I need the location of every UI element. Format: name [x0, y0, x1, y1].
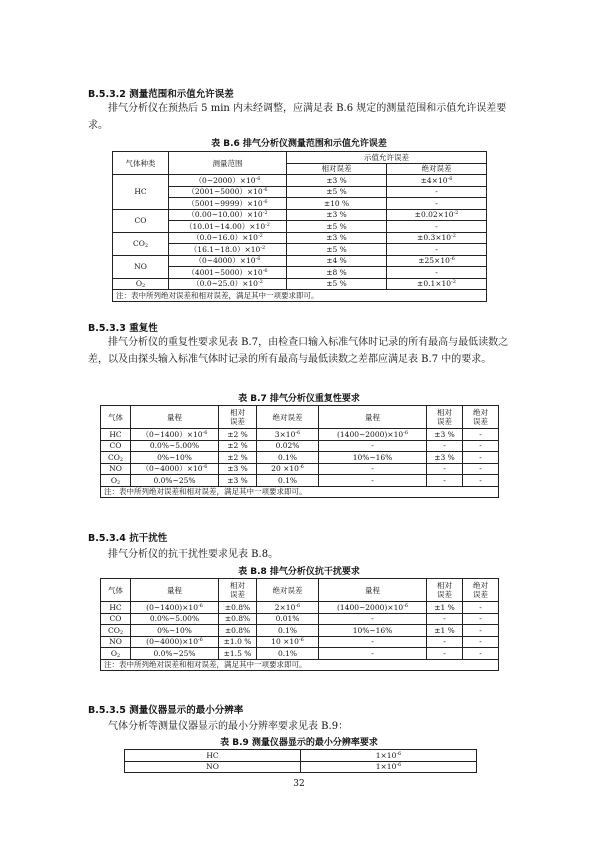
table-row [113, 232, 487, 244]
table-row [113, 255, 487, 267]
absolute-error-cell: 0.1% [257, 648, 319, 660]
table-row [101, 452, 499, 464]
table-caption-b9: 表 B.9 测量仪器显示的最小分辨率要求 [220, 738, 378, 748]
relative-error-cell-2: - [427, 648, 463, 660]
gas-cell: $O_2$ [101, 648, 131, 660]
relative-error-cell-2: - [427, 636, 463, 648]
range-cell-2: $(1400\sim 2000)\times 10^{-6}$ [319, 602, 427, 614]
table-row [113, 267, 487, 279]
range-cell: 0%~10% [131, 452, 219, 464]
relative-error-cell: ±5 % [287, 186, 387, 198]
header-absolute-error-2: 绝对 误差 [463, 406, 499, 429]
range-cell: $(2001\sim 5000)\times 10^{-6}$ [169, 186, 287, 198]
table-caption-b6: 表 B.6 排气分析仪测量范围和示值允许误差 [211, 139, 387, 149]
gas-cell: $CO_2$ [101, 625, 131, 637]
relative-error-cell-2: - [427, 440, 463, 452]
range-cell-2: - [319, 613, 427, 625]
range-cell-2: - [319, 463, 427, 475]
table-row [101, 613, 499, 625]
absolute-error-cell: $\pm 4\times 10^{-6}$ [387, 175, 487, 187]
relative-error-cell: ±0.8% [219, 613, 257, 625]
relative-error-cell-2: - [427, 463, 463, 475]
relative-error-cell: ±10 % [287, 198, 387, 210]
section-heading-b534: B.5.3.4 抗干扰性 [88, 533, 168, 544]
gas-cell: NO [101, 636, 131, 648]
absolute-error-cell-2: - [463, 440, 499, 452]
range-cell: 0.0%~5.00% [131, 613, 219, 625]
range-cell-2: - [319, 475, 427, 487]
resolution-cell: $1\times 10^{-6}$ [301, 761, 477, 773]
range-cell: $(0.00\sim 10.00)\times 10^{-2}$ [169, 209, 287, 221]
range-cell: $(5001\sim 9999)\times 10^{-6}$ [169, 198, 287, 210]
gas-cell: CO [101, 440, 131, 452]
gas-cell: $CO_2$ [101, 452, 131, 464]
range-cell: 0.0%~25% [131, 475, 219, 487]
gas-cell: HC [101, 429, 131, 441]
relative-error-cell: ±3 % [219, 463, 257, 475]
table-b9 [124, 749, 477, 773]
range-cell: $(0\sim 4000)\times 10^{-6}$ [131, 463, 219, 475]
absolute-error-cell: $\pm 0.02\times 10^{-2}$ [387, 209, 487, 221]
range-cell: 0.0%~5.00% [131, 440, 219, 452]
absolute-error-cell-2: - [463, 648, 499, 660]
absolute-error-cell: $\pm 0.1\times 10^{-2}$ [387, 278, 487, 290]
header-relative-error-2: 相对 误差 [427, 406, 463, 429]
absolute-error-cell: - [387, 267, 487, 279]
paragraph-b532: 排气分析仪在预热后 5 min 内未经调整，应满足表 B.6 规定的测量范围和示值允许误差要求。 [88, 103, 507, 131]
relative-error-cell-2: - [427, 613, 463, 625]
relative-error-cell: ±2 % [219, 440, 257, 452]
relative-error-cell: ±4 % [287, 255, 387, 267]
gas-cell: NO [101, 463, 131, 475]
relative-error-cell: ±3 % [287, 232, 387, 244]
paragraph-b535: 气体分析等测量仪器显示的最小分辨率要求见表 B.9： [108, 721, 349, 732]
relative-error-cell: ±2 % [219, 452, 257, 464]
relative-error-cell: ±1.0 % [219, 636, 257, 648]
gas-cell: HC [113, 175, 169, 210]
table-row [113, 278, 487, 290]
absolute-error-cell: 0.01% [257, 613, 319, 625]
table-note: 注：表中所列绝对误差和相对误差，满足其中一项要求即可。 [113, 290, 487, 302]
absolute-error-cell: - [387, 244, 487, 256]
absolute-error-cell: 0.1% [257, 475, 319, 487]
section-heading-b535: B.5.3.5 测量仪器显示的最小分辨率 [88, 705, 244, 716]
relative-error-cell: ±3 % [287, 209, 387, 221]
range-cell: $(0.0\sim 25.0)\times 10^{-2}$ [169, 278, 287, 290]
absolute-error-cell: $10 \times 10^{-6}$ [257, 636, 319, 648]
header-allowed-error: 示值允许误差 [287, 152, 487, 164]
table-row [113, 209, 487, 221]
header-range-2: 量程 [319, 579, 427, 602]
gas-cell: $O_2$ [113, 278, 169, 290]
range-cell-2: - [319, 636, 427, 648]
absolute-error-cell: - [387, 221, 487, 233]
absolute-error-cell-2: - [463, 602, 499, 614]
relative-error-cell: ±5 % [287, 221, 387, 233]
relative-error-cell: ±2 % [219, 429, 257, 441]
range-cell: $(16.1\sim 18.0)\times 10^{-2}$ [169, 244, 287, 256]
table-row [101, 429, 499, 441]
header-range-2: 量程 [319, 406, 427, 429]
header-range: 测量范围 [169, 152, 287, 175]
header-range: 量程 [131, 579, 219, 602]
relative-error-cell: ±5 % [287, 278, 387, 290]
range-cell-2: - [319, 648, 427, 660]
range-cell: $(0\sim 1400)\times 10^{-6}$ [131, 429, 219, 441]
table-row [101, 440, 499, 452]
header-range: 量程 [131, 406, 219, 429]
gas-cell: HC [125, 750, 301, 762]
header-gas-type: 气体种类 [113, 152, 169, 175]
relative-error-cell-2: ±1 % [427, 602, 463, 614]
table-b6 [112, 151, 487, 302]
range-cell: $(0.0\sim 16.0)\times 10^{-2}$ [169, 232, 287, 244]
table-row [101, 648, 499, 660]
header-gas: 气体 [101, 579, 131, 602]
range-cell: $(0\sim 4000)\times 10^{-6}$ [169, 255, 287, 267]
relative-error-cell-2: ±3 % [427, 429, 463, 441]
section-heading-b533: B.5.3.3 重复性 [88, 323, 158, 334]
table-row [101, 636, 499, 648]
table-row [101, 625, 499, 637]
range-cell-2: 10%~16% [319, 452, 427, 464]
gas-cell: $CO_2$ [113, 232, 169, 255]
table-row [125, 761, 477, 773]
table-row [125, 750, 477, 762]
header-absolute-error: 绝对误差 [257, 579, 319, 602]
absolute-error-cell-2: - [463, 463, 499, 475]
relative-error-cell: ±8 % [287, 267, 387, 279]
absolute-error-cell: 0.1% [257, 452, 319, 464]
relative-error-cell: ±5 % [287, 244, 387, 256]
absolute-error-cell-2: - [463, 625, 499, 637]
gas-cell: NO [125, 761, 301, 773]
paragraph-b533: 排气分析仪的重复性要求见表 B.7，由检查口输入标准气体时记录的所有最高与最低读数之差，以及由探头输入标准气体时记录的所有最高与最低读数之差都应满足表 B.7 中的要求。 [88, 337, 509, 365]
relative-error-cell-2: - [427, 475, 463, 487]
range-cell: $(0\sim 4000)\times 10^{-6}$ [131, 636, 219, 648]
resolution-cell: $1\times 10^{-6}$ [301, 750, 477, 762]
table-row [101, 463, 499, 475]
table-row [101, 602, 499, 614]
gas-cell: CO [113, 209, 169, 232]
range-cell-2: $(1400\sim 2000)\times 10^{-6}$ [319, 429, 427, 441]
absolute-error-cell-2: - [463, 429, 499, 441]
range-cell: $(4001\sim 5000)\times 10^{-6}$ [169, 267, 287, 279]
range-cell-2: - [319, 440, 427, 452]
absolute-error-cell: 0.02% [257, 440, 319, 452]
table-row [113, 175, 487, 187]
page-number: 32 [293, 779, 305, 789]
relative-error-cell: ±3 % [219, 475, 257, 487]
gas-cell: NO [113, 255, 169, 278]
table-row [113, 244, 487, 256]
header-absolute-error: 绝对误差 [387, 163, 487, 175]
range-cell: $(0\sim 1400)\times 10^{-6}$ [131, 602, 219, 614]
range-cell-2: 10%~16% [319, 625, 427, 637]
header-absolute-error-2: 绝对 误差 [463, 579, 499, 602]
table-note: 注：表中所列绝对误差和相对误差，满足其中一项要求即可。 [101, 486, 499, 498]
relative-error-cell-2: ±3 % [427, 452, 463, 464]
range-cell: 0%~10% [131, 625, 219, 637]
absolute-error-cell-2: - [463, 613, 499, 625]
absolute-error-cell: $\pm 0.3\times 10^{-2}$ [387, 232, 487, 244]
header-relative-error: 相对 误差 [219, 579, 257, 602]
range-cell: $(0\sim 2000)\times 10^{-6}$ [169, 175, 287, 187]
table-row [101, 475, 499, 487]
range-cell: 0.0%~25% [131, 648, 219, 660]
absolute-error-cell: $\pm 25\times 10^{-6}$ [387, 255, 487, 267]
relative-error-cell: ±0.8% [219, 602, 257, 614]
header-absolute-error: 绝对误差 [257, 406, 319, 429]
absolute-error-cell-2: - [463, 636, 499, 648]
header-relative-error: 相对误差 [287, 163, 387, 175]
relative-error-cell: ±3 % [287, 175, 387, 187]
table-b8 [100, 578, 499, 671]
gas-cell: $O_2$ [101, 475, 131, 487]
gas-cell: HC [101, 602, 131, 614]
table-note: 注：表中所列绝对误差和相对误差，满足其中一项要求即可。 [101, 659, 499, 671]
relative-error-cell: ±1.5 % [219, 648, 257, 660]
header-relative-error: 相对 误差 [219, 406, 257, 429]
table-b7 [100, 405, 499, 498]
absolute-error-cell-2: - [463, 452, 499, 464]
table-row [113, 221, 487, 233]
table-row [113, 186, 487, 198]
header-relative-error-2: 相对 误差 [427, 579, 463, 602]
absolute-error-cell: $2\times 10^{-6}$ [257, 602, 319, 614]
table-caption-b7: 表 B.7 排气分析仪重复性要求 [238, 394, 360, 404]
paragraph-b534: 排气分析仪的抗干扰性要求见表 B.8。 [108, 549, 279, 560]
absolute-error-cell: 0.1% [257, 625, 319, 637]
absolute-error-cell: - [387, 186, 487, 198]
table-row [113, 198, 487, 210]
relative-error-cell-2: ±1 % [427, 625, 463, 637]
absolute-error-cell: $3\times 10^{-6}$ [257, 429, 319, 441]
absolute-error-cell: - [387, 198, 487, 210]
absolute-error-cell: $20 \times 10^{-6}$ [257, 463, 319, 475]
gas-cell: CO [101, 613, 131, 625]
range-cell: $(10.01\sim 14.00)\times 10^{-2}$ [169, 221, 287, 233]
table-caption-b8: 表 B.8 排气分析仪抗干扰要求 [238, 567, 360, 577]
section-heading-b532: B.5.3.2 测量范围和示值允许误差 [88, 89, 234, 100]
header-gas: 气体 [101, 406, 131, 429]
relative-error-cell: ±0.8% [219, 625, 257, 637]
absolute-error-cell-2: - [463, 475, 499, 487]
